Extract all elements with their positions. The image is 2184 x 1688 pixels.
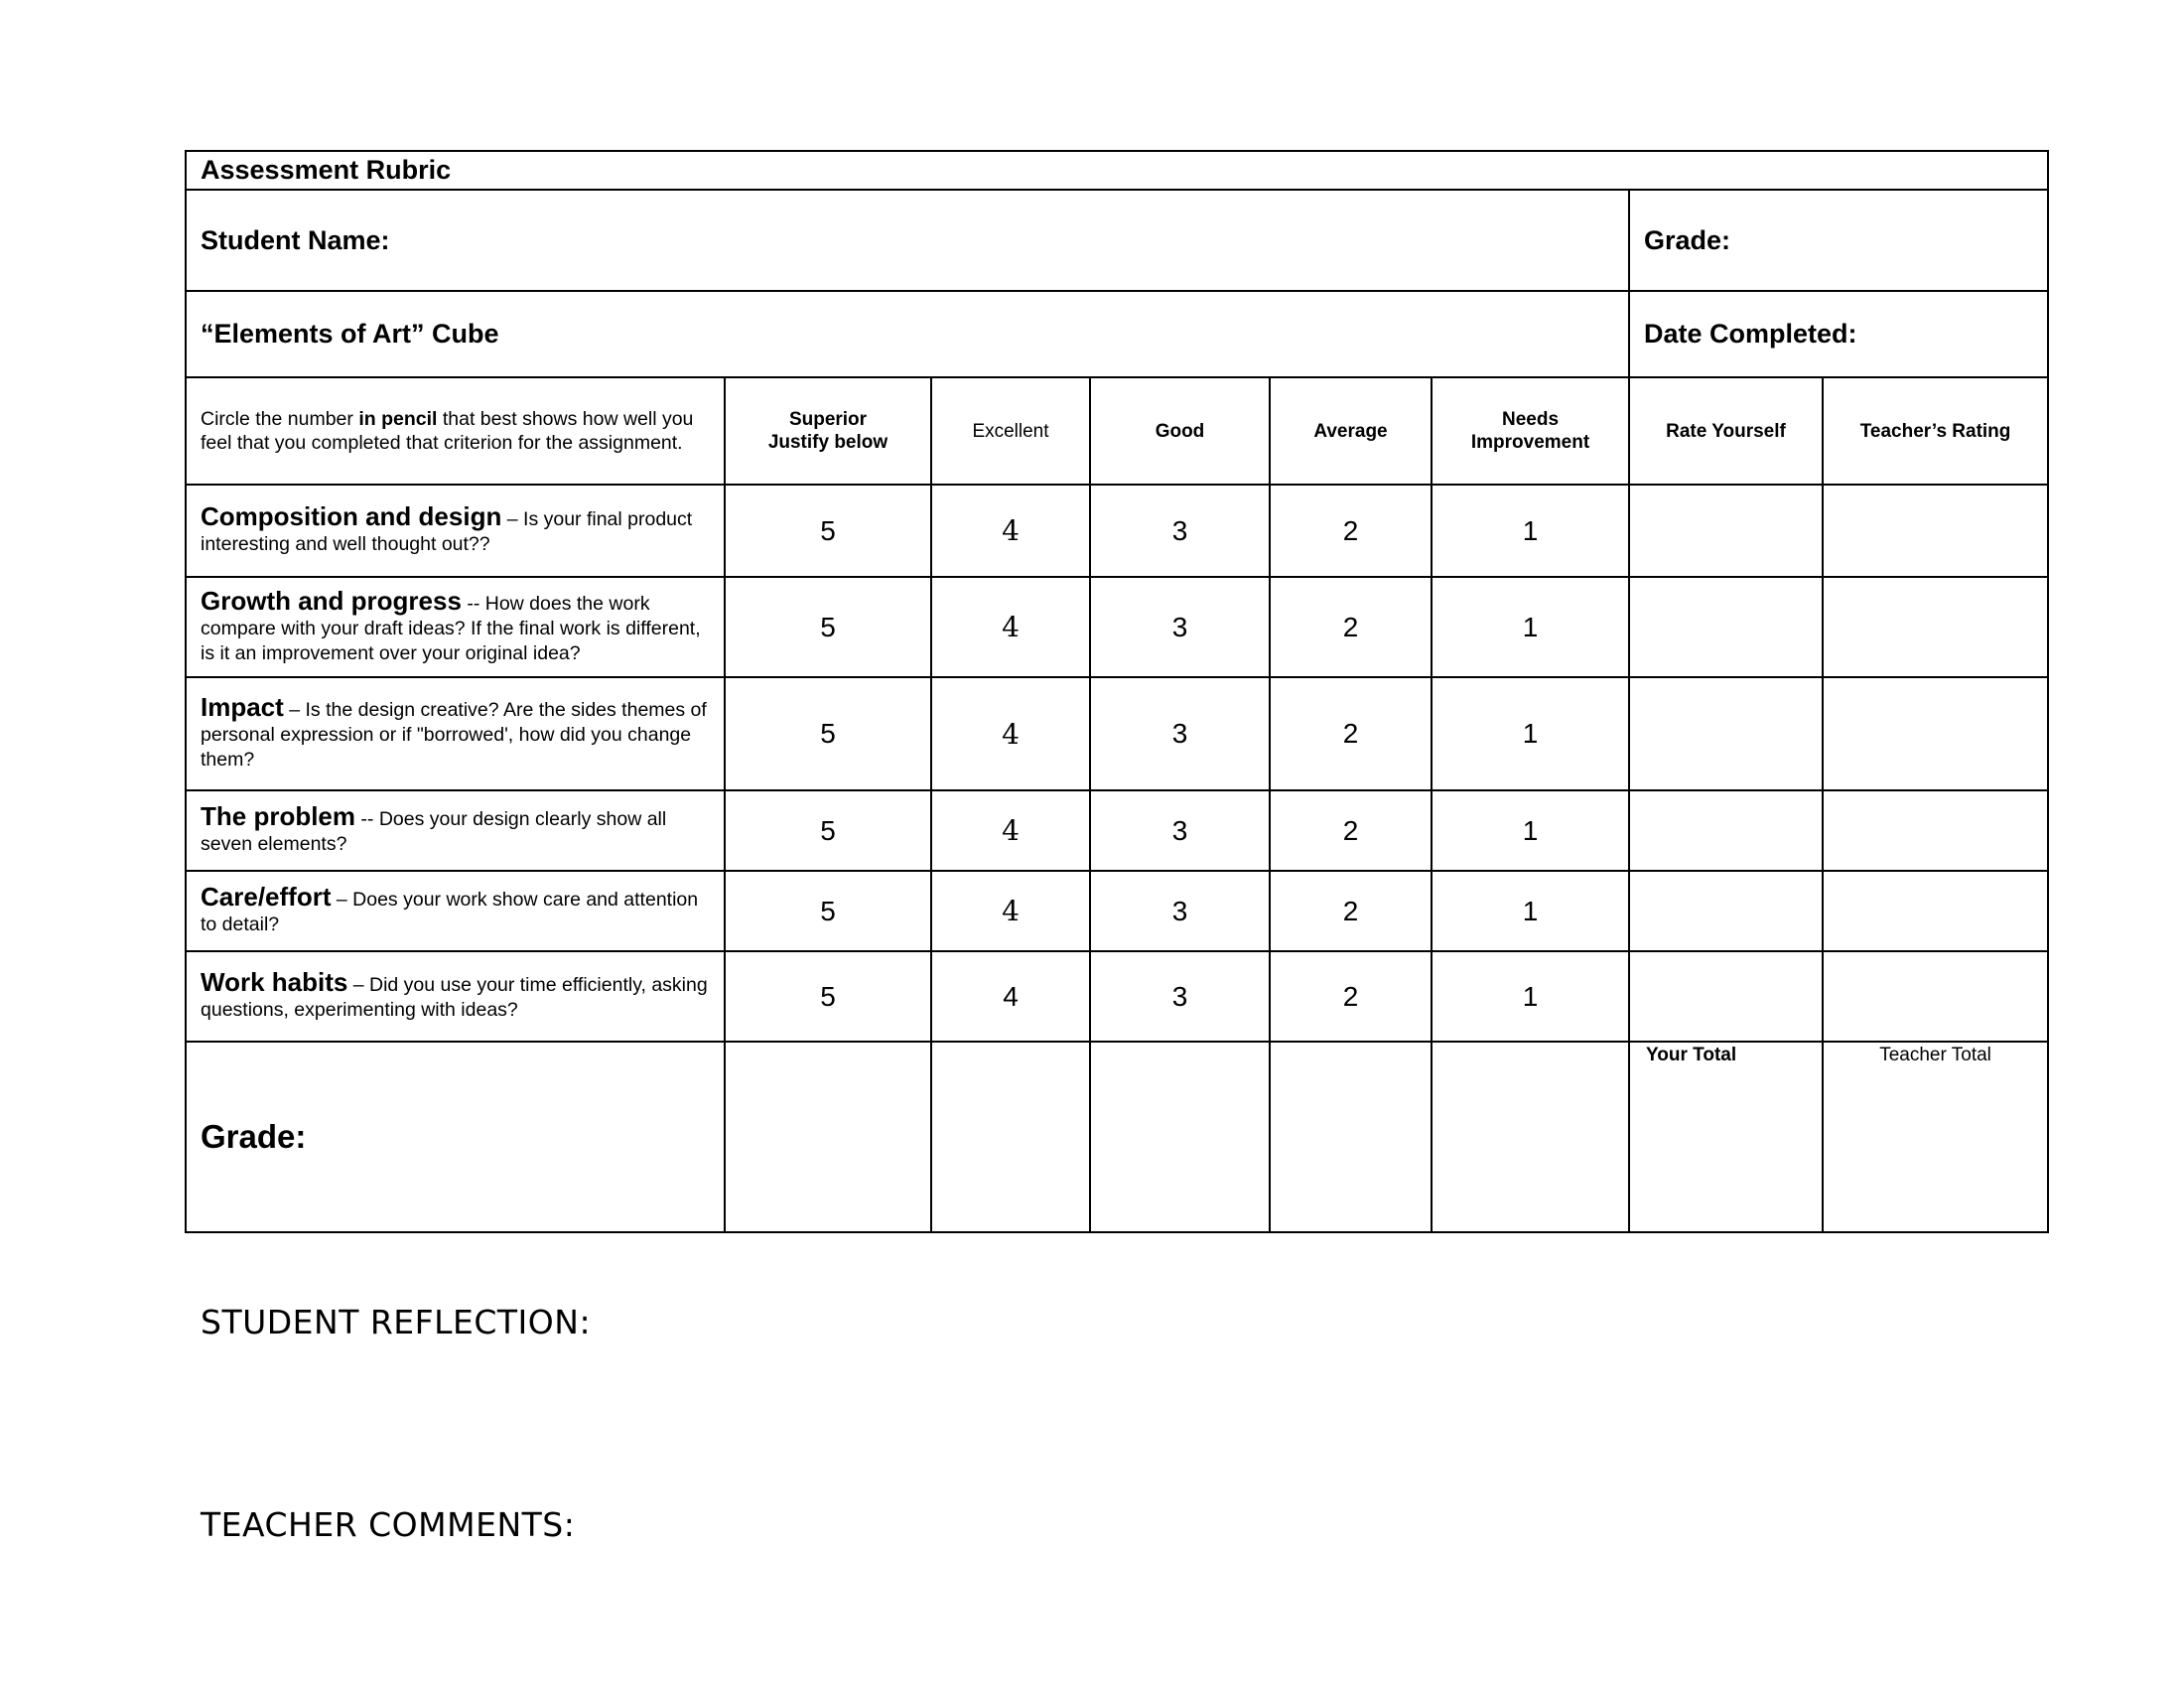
footer-blank-good <box>1090 1042 1270 1232</box>
score-superior[interactable]: 5 <box>725 951 931 1042</box>
footer-blank-needs-improvement <box>1432 1042 1629 1232</box>
rubric-title: Assessment Rubric <box>186 151 2048 190</box>
criterion-description: – Is your final product interesting and well thought out?? <box>201 508 693 555</box>
score-excellent[interactable]: 4 <box>931 871 1090 951</box>
column-header-good: Good <box>1090 377 1270 485</box>
teacher-rating-cell[interactable] <box>1823 577 2048 677</box>
teacher-rating-cell[interactable] <box>1823 485 2048 577</box>
student-reflection-label: STUDENT REFLECTION: <box>201 1303 592 1341</box>
criterion-text <box>186 871 725 951</box>
score-needs-improvement[interactable]: 1 <box>1432 951 1629 1042</box>
score-excellent[interactable]: 4 <box>931 485 1090 577</box>
footer-grade-label: Grade: <box>186 1042 725 1232</box>
justify-below-label: Justify below <box>767 432 888 453</box>
score-needs-improvement[interactable]: 1 <box>1432 790 1629 871</box>
instructions-bold: in pencil <box>358 408 438 430</box>
score-superior[interactable]: 5 <box>725 790 931 871</box>
score-good[interactable]: 3 <box>1090 871 1270 951</box>
score-superior[interactable]: 5 <box>725 577 931 677</box>
criterion-description: – Did you use your time efficiently, asking questions, experimenting with ideas? <box>201 974 708 1021</box>
criterion-title: Composition and design <box>201 501 502 531</box>
score-good[interactable]: 3 <box>1090 790 1270 871</box>
needs-label: Needs <box>1501 409 1560 430</box>
criterion-row <box>186 871 2048 951</box>
rate-yourself-cell[interactable] <box>1629 485 1823 577</box>
score-excellent[interactable]: 4 <box>931 677 1090 790</box>
rate-yourself-cell[interactable] <box>1629 871 1823 951</box>
criterion-row <box>186 790 2048 871</box>
teacher-comments-label: TEACHER COMMENTS: <box>201 1505 576 1544</box>
criterion-description: -- Does your design clearly show all seven elements? <box>201 808 667 855</box>
student-name-field[interactable]: Student Name: <box>186 190 1629 291</box>
criterion-title: The problem <box>201 801 356 831</box>
score-needs-improvement[interactable]: 1 <box>1432 677 1629 790</box>
criterion-text <box>186 951 725 1042</box>
score-good[interactable]: 3 <box>1090 577 1270 677</box>
grade-field[interactable]: Grade: <box>1629 190 2048 291</box>
rate-yourself-cell[interactable] <box>1629 790 1823 871</box>
teacher-total-field[interactable]: Teacher Total <box>1823 1042 2048 1232</box>
criterion-text <box>186 577 725 677</box>
score-good[interactable]: 3 <box>1090 951 1270 1042</box>
score-average[interactable]: 2 <box>1270 677 1432 790</box>
rate-yourself-cell[interactable] <box>1629 951 1823 1042</box>
footer-blank-excellent <box>931 1042 1090 1232</box>
score-superior[interactable]: 5 <box>725 677 931 790</box>
your-total-field[interactable]: Your Total <box>1629 1042 1823 1232</box>
teacher-rating-cell[interactable] <box>1823 951 2048 1042</box>
improvement-label: Improvement <box>1470 432 1590 453</box>
score-average[interactable]: 2 <box>1270 485 1432 577</box>
column-header-teacher-rating: Teacher’s Rating <box>1823 377 2048 485</box>
rate-yourself-cell[interactable] <box>1629 577 1823 677</box>
footer-blank-superior <box>725 1042 931 1232</box>
teacher-rating-cell[interactable] <box>1823 677 2048 790</box>
criterion-title: Work habits <box>201 967 348 997</box>
criterion-title: Impact <box>201 692 284 722</box>
criterion-row <box>186 577 2048 677</box>
criterion-row <box>186 677 2048 790</box>
criterion-description: – Does your work show care and attention to detail? <box>201 889 699 935</box>
footer-blank-average <box>1270 1042 1432 1232</box>
column-header-excellent: Excellent <box>931 377 1090 485</box>
column-header-rate-yourself: Rate Yourself <box>1629 377 1823 485</box>
project-title: “Elements of Art” Cube <box>186 291 1629 377</box>
score-superior[interactable]: 5 <box>725 485 931 577</box>
superior-label: Superior <box>788 409 868 430</box>
criteria-rows <box>186 485 2048 1042</box>
score-excellent[interactable]: 4 <box>931 577 1090 677</box>
score-superior[interactable]: 5 <box>725 871 931 951</box>
criterion-text <box>186 677 725 790</box>
score-average[interactable]: 2 <box>1270 577 1432 677</box>
score-excellent[interactable]: 4 <box>931 951 1090 1042</box>
instructions <box>186 377 725 485</box>
column-header-needs-improvement <box>1432 377 1629 485</box>
teacher-rating-cell[interactable] <box>1823 790 2048 871</box>
criterion-row <box>186 485 2048 577</box>
score-average[interactable]: 2 <box>1270 871 1432 951</box>
score-needs-improvement[interactable]: 1 <box>1432 577 1629 677</box>
column-header-average: Average <box>1270 377 1432 485</box>
score-average[interactable]: 2 <box>1270 951 1432 1042</box>
assessment-rubric-table <box>185 150 2049 1233</box>
column-header-superior <box>725 377 931 485</box>
score-excellent[interactable]: 4 <box>931 790 1090 871</box>
instructions-post: that best shows how well you feel that you completed that criterion for the assignment. <box>201 408 694 454</box>
criterion-row <box>186 951 2048 1042</box>
instructions-pre: Circle the number <box>201 408 359 430</box>
date-completed-field[interactable]: Date Completed: <box>1629 291 2048 377</box>
rate-yourself-cell[interactable] <box>1629 677 1823 790</box>
criterion-text <box>186 485 725 577</box>
criterion-description: -- How does the work compare with your draft ideas? If the final work is different, is it an improvement over your original idea? <box>201 592 701 664</box>
criterion-description: – Is the design creative? Are the sides themes of personal expression or if "borrowed', how did you change them? <box>201 699 707 771</box>
criterion-title: Growth and progress <box>201 585 462 616</box>
criterion-title: Care/effort <box>201 882 332 912</box>
criterion-text <box>186 790 725 871</box>
score-good[interactable]: 3 <box>1090 677 1270 790</box>
teacher-rating-cell[interactable] <box>1823 871 2048 951</box>
score-average[interactable]: 2 <box>1270 790 1432 871</box>
score-needs-improvement[interactable]: 1 <box>1432 871 1629 951</box>
score-good[interactable]: 3 <box>1090 485 1270 577</box>
score-needs-improvement[interactable]: 1 <box>1432 485 1629 577</box>
